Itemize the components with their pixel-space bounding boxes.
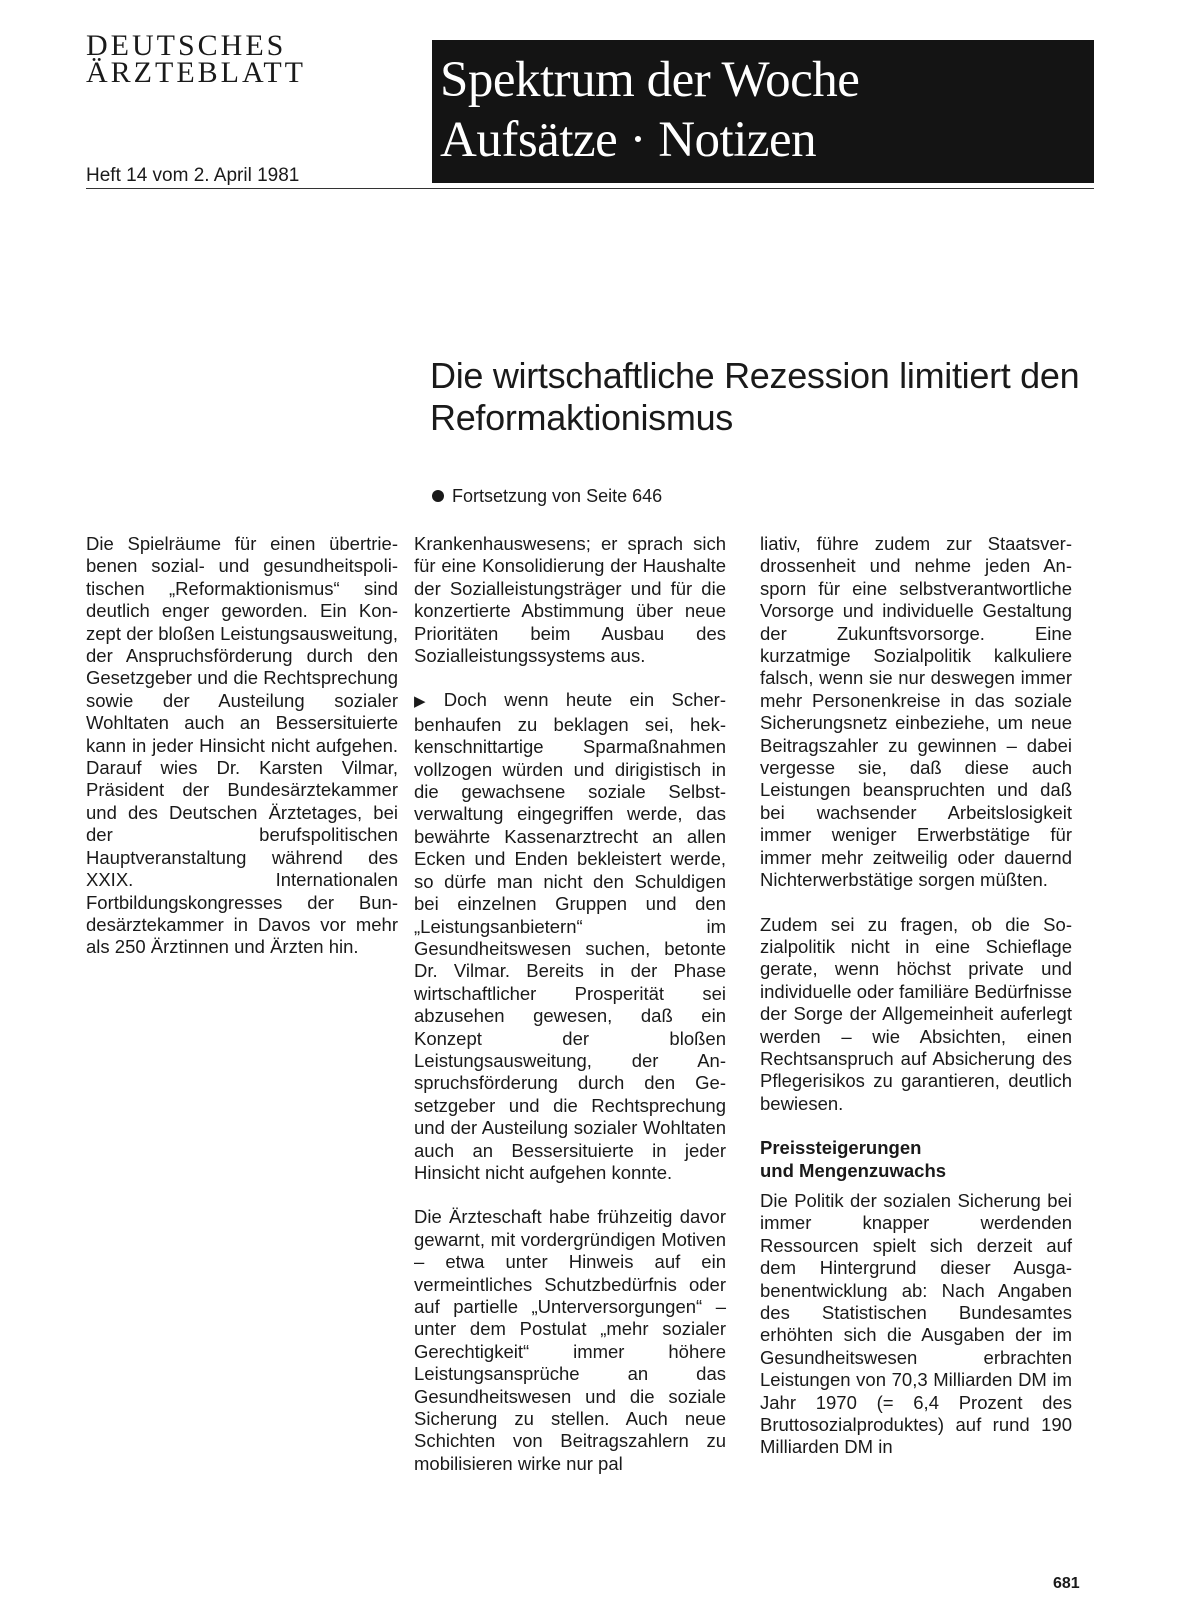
paragraph: Die Ärzteschaft habe frühzeitig davor gewarnt, mit vordergründigen Motiven – etwa unter Hinweis auf ein vermeintliches Schutzbedürfnis oder auf partielle „Unterversorgungen“ – unter dem Postulat „mehr sozialer Gerechtigkeit“ immer höhere Leistungsansprüche an das Gesundheitswesen und die soziale Sicherung zu stellen. Auch neue Schichten von Beitragszahlern zu mobilisieren wirke nur pal	[414, 1206, 726, 1474]
banner-line-2: Aufsätze · Notizen	[440, 112, 817, 168]
paragraph: Krankenhauswesens; er sprach sich für eine Konsolidierung der Haushalte der Sozialleistungsträger und für die konzertierte Abstimmung über neue Prioritäten beim Ausbau des Sozialleistungssystems aus.	[414, 533, 726, 667]
subheading-line-2: und Mengenzuwachs	[760, 1159, 947, 1181]
subheading-line-1: Preissteigerungen	[760, 1137, 922, 1159]
continuation-text: Fortsetzung von Seite 646	[452, 486, 663, 506]
section-subheading	[760, 1137, 1072, 1182]
article-headline: Die wirtschaftliche Rezession limitiert den Reformaktionismus	[430, 355, 1080, 438]
paragraph: Zudem sei zu fragen, ob die Sozialpolitik nicht in eine Schieflage gerate, wenn höchst private und individuelle oder familiäre Bedürfnisse der Sorge der Allgemeinheit auferlegt werden – wie Absichten, einen Rechtsanspruch auf Absicherung des Pflegerisikos zu garantieren, deutlich bewiesen.	[760, 913, 1072, 1114]
paragraph: liativ, führe zudem zur Staatsverdrossenheit und nehme jeden Ansporn für eine selbstverantwortliche Vorsorge und individuelle Gestaltung der Zukunftsvorsorge. Eine kurzatmige Sozialpolitik kalkuliere falsch, wenn sie nur deswegen immer mehr Personenkreise in das soziale Sicherungsnetz einbeziehe, um neue Beitragszahler zu gewinnen – dabei vergesse sie, daß diese auch Leistungen beanspruchten und daß bei wachsender Arbeitslosigkeit immer weniger Erwerbstätige für immer mehr zeitweilig oder dauernd Nichterwerbstätige sorgen müßten.	[760, 533, 1072, 891]
page-number: 681	[1053, 1575, 1080, 1592]
header-rule	[86, 188, 1094, 189]
article-column-2	[414, 533, 726, 1497]
article-column-1	[86, 533, 398, 981]
section-banner	[432, 40, 1094, 183]
triangle-marker-icon: ▶	[414, 693, 438, 711]
paragraph-with-marker	[414, 689, 726, 1184]
issue-line: Heft 14 vom 2. April 1981	[86, 165, 300, 186]
bullet-icon	[432, 490, 444, 502]
paragraph-text: Doch wenn heute ein Scherbenhaufen zu beklagen sei, hekkenschnittartige Sparmaßnahmen vollzogen würden und dirigistisch in die gewachsene soziale Selbstverwaltung eingegriffen werde, das bewährte Kassenarztrecht an allen Ecken und Enden bekleistert werde, so dürfe man nicht den Schuldigen bei einzelnen Gruppen und den „Leistungsanbietern“ im Gesundheitswesen suchen, betonte Dr. Vilmar. Bereits in der Phase wirtschaftlicher Prosperität sei abzusehen gewesen, daß ein Konzept der bloßen Leistungsausweitung, der Anspruchsförderung durch den Gesetzgeber und die Rechtsprechung und der Austeilung sozialer Wohltaten auch an Bessersituierte in jeder Hinsicht nicht aufgehen konnte.	[414, 689, 726, 1183]
article-column-3	[760, 533, 1072, 1481]
continuation-note	[432, 486, 662, 507]
paragraph: Die Politik der sozialen Sicherung bei immer knapper werdenden Ressourcen spielt sich derzeit auf dem Hintergrund dieser Ausgabenentwicklung ab: Nach Angaben des Statistischen Bundesamtes erhöhten sich die Ausgaben der im Gesundheitswesen erbrachten Leistungen von 70,3 Milliarden DM im Jahr 1970 (= 6,4 Prozent des Bruttosozialproduktes) auf rund 190 Milliarden DM in	[760, 1189, 1072, 1458]
journal-masthead: DEUTSCHES ÄRZTEBLATT	[86, 29, 306, 89]
paragraph: Die Spielräume für einen übertriebenen sozial- und gesundheitspolitischen „Reformaktionismus“ sind deutlich enger geworden. Ein Konzept der bloßen Leistungsausweitung, der Anspruchsförderung durch den Gesetzgeber und die Rechtsprechung sowie der Austeilung sozialer Wohltaten auch an Bessersituierte kann in jeder Hinsicht nicht aufgehen. Darauf wies Dr. Karsten Vilmar, Präsident der Bundesärztekammer und des Deutschen Ärztetages, bei der berufspolitischen Hauptveranstaltung während des XXIX. Internationalen Fortbildungskongresses der Bundesärztekammer in Davos vor mehr als 250 Ärztinnen und Ärzten hin.	[86, 533, 398, 958]
banner-line-1: Spektrum der Woche	[440, 52, 860, 108]
